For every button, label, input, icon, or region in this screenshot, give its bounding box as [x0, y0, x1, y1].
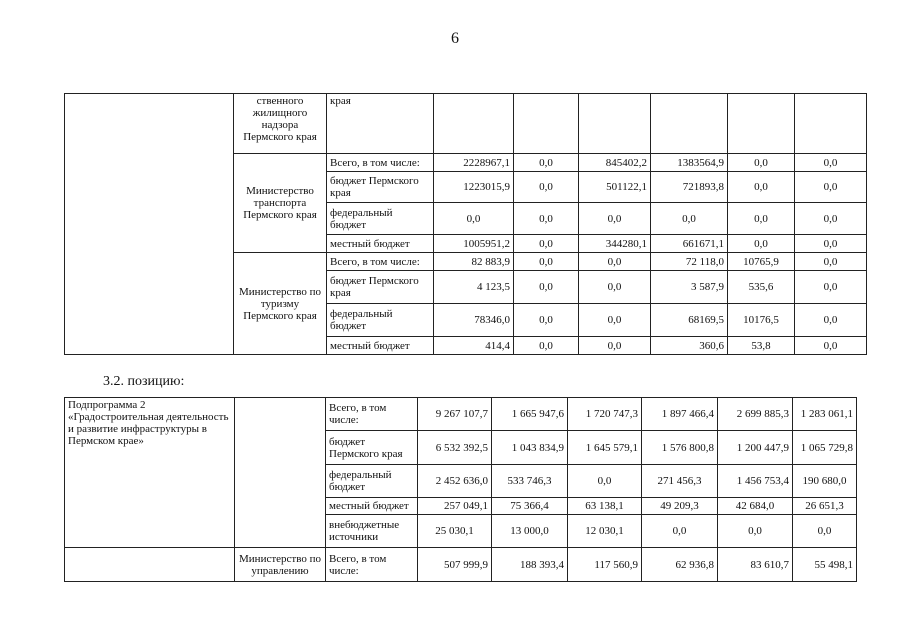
value-cell: 1005951,2 [434, 235, 514, 253]
section-heading: 3.2. позицию: [103, 374, 185, 389]
value-cell: 2 452 636,0 [418, 465, 492, 498]
value-cell: 82 883,9 [434, 253, 514, 271]
source-cell: края [327, 94, 434, 154]
value-cell: 26 651,3 [793, 498, 857, 515]
value-cell: 0,0 [795, 304, 867, 337]
source-cell: местный бюджет [326, 498, 418, 515]
value-cell: 721893,8 [651, 172, 728, 203]
value-cell: 344280,1 [579, 235, 651, 253]
value-cell [795, 94, 867, 154]
source-cell: федеральный бюджет [327, 203, 434, 235]
value-cell: 414,4 [434, 337, 514, 355]
value-cell: 1 200 447,9 [718, 431, 793, 465]
value-cell: 257 049,1 [418, 498, 492, 515]
value-cell: 0,0 [795, 154, 867, 172]
executor-cell: Министерство по туризму Пермского края [234, 253, 327, 355]
value-cell: 78346,0 [434, 304, 514, 337]
value-cell: 0,0 [728, 172, 795, 203]
source-cell: Всего, в том числе: [327, 253, 434, 271]
value-cell: 2228967,1 [434, 154, 514, 172]
value-cell: 501122,1 [579, 172, 651, 203]
value-cell: 0,0 [579, 203, 651, 235]
value-cell [651, 94, 728, 154]
value-cell: 271 456,3 [642, 465, 718, 498]
value-cell: 0,0 [514, 271, 579, 304]
value-cell: 1 665 947,6 [492, 398, 568, 431]
value-cell: 1 576 800,8 [642, 431, 718, 465]
value-cell: 533 746,3 [492, 465, 568, 498]
source-cell: федеральный бюджет [327, 304, 434, 337]
value-cell: 0,0 [579, 271, 651, 304]
value-cell: 535,6 [728, 271, 795, 304]
value-cell: 188 393,4 [492, 548, 568, 582]
source-cell: Всего, в том числе: [327, 154, 434, 172]
value-cell [514, 94, 579, 154]
source-cell: федеральный бюджет [326, 465, 418, 498]
value-cell: 1 065 729,8 [793, 431, 857, 465]
value-cell: 0,0 [651, 203, 728, 235]
value-cell: 63 138,1 [568, 498, 642, 515]
value-cell: 9 267 107,7 [418, 398, 492, 431]
value-cell: 1223015,9 [434, 172, 514, 203]
source-cell: внебюджетные источники [326, 515, 418, 548]
value-cell: 10176,5 [728, 304, 795, 337]
value-cell: 75 366,4 [492, 498, 568, 515]
value-cell: 0,0 [728, 203, 795, 235]
value-cell: 13 000,0 [492, 515, 568, 548]
value-cell: 0,0 [728, 154, 795, 172]
value-cell: 62 936,8 [642, 548, 718, 582]
source-cell: местный бюджет [327, 337, 434, 355]
value-cell: 0,0 [514, 253, 579, 271]
value-cell: 0,0 [514, 172, 579, 203]
value-cell: 0,0 [718, 515, 793, 548]
program-cell-empty [65, 548, 235, 582]
value-cell [579, 94, 651, 154]
executor-cell: Министерство по управлению [235, 548, 326, 582]
value-cell: 190 680,0 [793, 465, 857, 498]
budget-table-continuation [64, 93, 867, 355]
executor-cell-empty [235, 398, 326, 548]
value-cell [434, 94, 514, 154]
program-name-cell: Подпрограмма 2 «Градостроительная деятельность и развитие инфраструктуры в Пермском крае» [65, 398, 235, 548]
value-cell: 845402,2 [579, 154, 651, 172]
value-cell: 661671,1 [651, 235, 728, 253]
value-cell: 0,0 [579, 253, 651, 271]
executor-cell: Министерство транспорта Пермского края [234, 154, 327, 253]
value-cell: 0,0 [514, 337, 579, 355]
value-cell: 55 498,1 [793, 548, 857, 582]
value-cell: 0,0 [795, 203, 867, 235]
source-cell: Всего, в том числе: [326, 398, 418, 431]
value-cell: 0,0 [795, 235, 867, 253]
budget-table-subprogram [64, 397, 857, 582]
value-cell: 1 720 747,3 [568, 398, 642, 431]
value-cell: 1 283 061,1 [793, 398, 857, 431]
value-cell: 42 684,0 [718, 498, 793, 515]
value-cell: 0,0 [514, 154, 579, 172]
value-cell: 1 456 753,4 [718, 465, 793, 498]
value-cell: 0,0 [579, 304, 651, 337]
value-cell: 117 560,9 [568, 548, 642, 582]
source-cell: бюджет Пермского края [327, 271, 434, 304]
value-cell: 0,0 [795, 253, 867, 271]
value-cell: 0,0 [514, 203, 579, 235]
value-cell: 0,0 [795, 172, 867, 203]
value-cell: 0,0 [514, 304, 579, 337]
program-cell-empty [65, 94, 234, 355]
value-cell: 0,0 [568, 465, 642, 498]
value-cell: 25 030,1 [418, 515, 492, 548]
value-cell: 0,0 [793, 515, 857, 548]
value-cell: 507 999,9 [418, 548, 492, 582]
value-cell: 0,0 [728, 235, 795, 253]
value-cell: 0,0 [795, 271, 867, 304]
executor-cell: ственного жилищного надзора Пермского края [234, 94, 327, 154]
value-cell: 0,0 [795, 337, 867, 355]
value-cell: 49 209,3 [642, 498, 718, 515]
value-cell: 68169,5 [651, 304, 728, 337]
value-cell [728, 94, 795, 154]
value-cell: 83 610,7 [718, 548, 793, 582]
value-cell: 2 699 885,3 [718, 398, 793, 431]
source-cell: бюджет Пермского края [327, 172, 434, 203]
value-cell: 6 532 392,5 [418, 431, 492, 465]
value-cell: 1 645 579,1 [568, 431, 642, 465]
value-cell: 0,0 [434, 203, 514, 235]
value-cell: 0,0 [579, 337, 651, 355]
value-cell: 10765,9 [728, 253, 795, 271]
source-cell: Всего, в том числе: [326, 548, 418, 582]
value-cell: 4 123,5 [434, 271, 514, 304]
source-cell: бюджет Пермского края [326, 431, 418, 465]
value-cell: 1 043 834,9 [492, 431, 568, 465]
value-cell: 72 118,0 [651, 253, 728, 271]
value-cell: 3 587,9 [651, 271, 728, 304]
page-number: 6 [451, 30, 459, 47]
value-cell: 360,6 [651, 337, 728, 355]
value-cell: 53,8 [728, 337, 795, 355]
value-cell: 0,0 [514, 235, 579, 253]
value-cell: 0,0 [642, 515, 718, 548]
value-cell: 1383564,9 [651, 154, 728, 172]
value-cell: 12 030,1 [568, 515, 642, 548]
source-cell: местный бюджет [327, 235, 434, 253]
value-cell: 1 897 466,4 [642, 398, 718, 431]
